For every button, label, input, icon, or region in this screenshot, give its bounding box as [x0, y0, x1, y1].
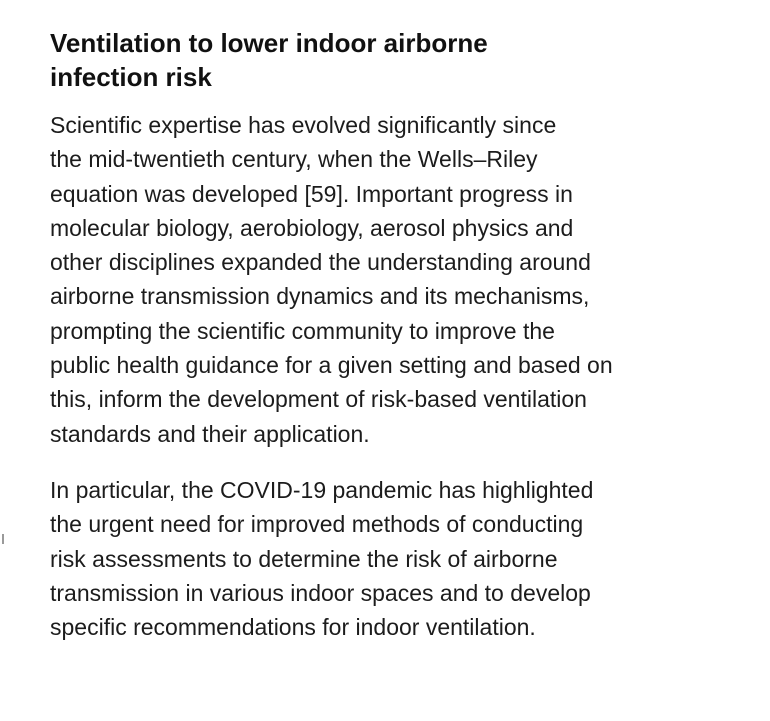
body-paragraph [50, 473, 750, 644]
heading-line: Ventilation to lower indoor airborne [50, 28, 488, 58]
paragraph-line: equation was developed [59]. Important progress in [50, 180, 573, 207]
paragraph-line: public health guidance for a given setting and based on [50, 352, 613, 379]
body-paragraph [50, 108, 750, 451]
paragraph-line: In particular, the COVID-19 pandemic has highlighted [50, 476, 594, 503]
paragraph-line: this, inform the development of risk-based ventilation [50, 386, 587, 413]
paragraph-line: transmission in various indoor spaces and to develop [50, 579, 591, 606]
paragraph-line: standards and their application. [50, 420, 370, 447]
paragraph-line: specific recommendations for indoor ventilation. [50, 614, 536, 641]
section-heading [50, 26, 750, 94]
paragraph-line: the urgent need for improved methods of conducting [50, 511, 584, 538]
paragraph-line: other disciplines expanded the understanding around [50, 249, 591, 276]
paragraph-line: the mid-twentieth century, when the Wells–Riley [50, 146, 538, 173]
paragraph-line: Scientific expertise has evolved significantly since [50, 112, 557, 138]
paragraph-line: prompting the scientific community to improve the [50, 317, 555, 344]
article-section [50, 26, 750, 644]
heading-line: infection risk [50, 62, 212, 92]
paragraph-line: molecular biology, aerobiology, aerosol physics and [50, 214, 574, 241]
page-edge-mark [2, 534, 4, 544]
paragraph-line: airborne transmission dynamics and its mechanisms, [50, 283, 590, 310]
paragraph-line: risk assessments to determine the risk of airborne [50, 545, 558, 572]
